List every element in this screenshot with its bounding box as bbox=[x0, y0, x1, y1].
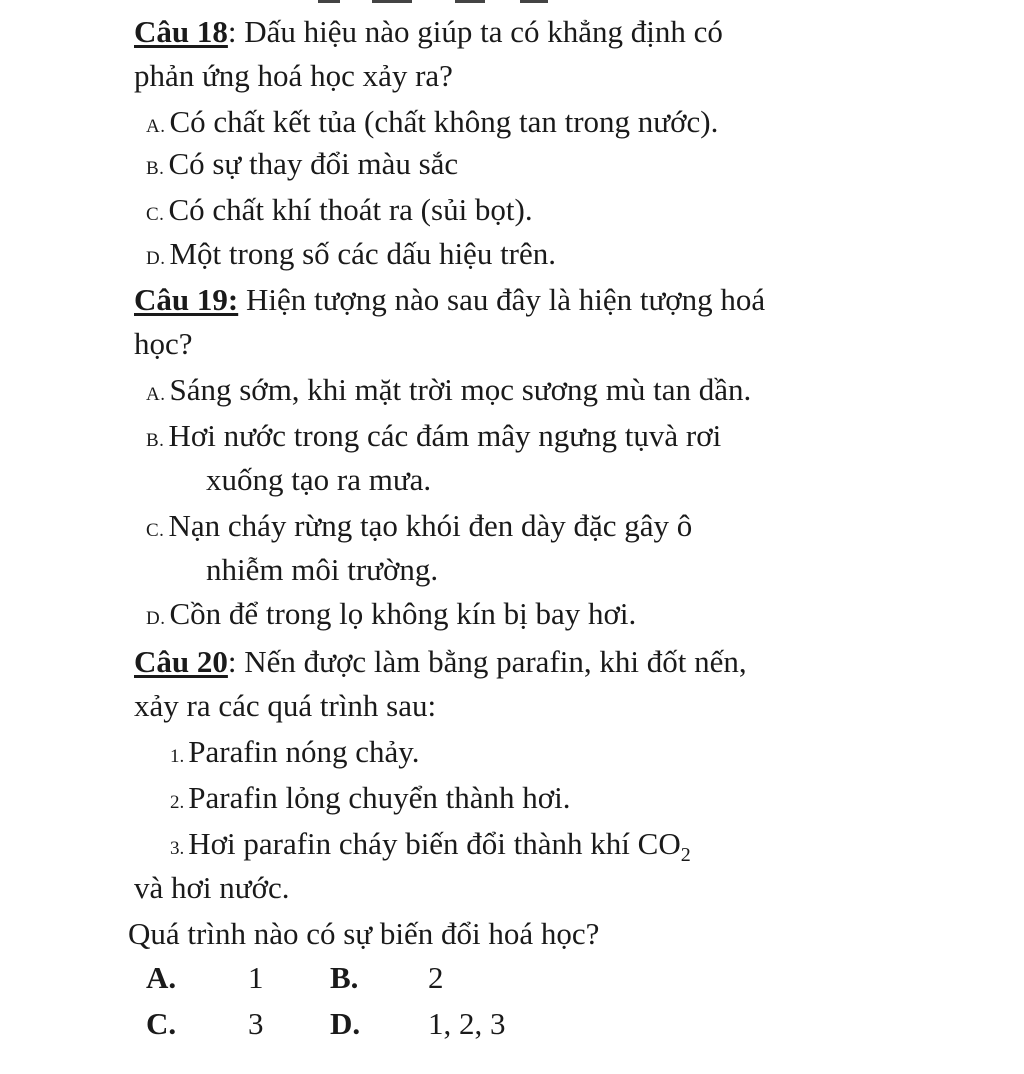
q19-heading bbox=[134, 282, 765, 318]
option-letter: D. bbox=[146, 608, 166, 629]
step-number: 3. bbox=[170, 838, 185, 859]
q19-option-b-cont: xuống tạo ra mưa. bbox=[206, 462, 432, 497]
q19-option-d bbox=[146, 596, 636, 637]
option-letter: A. bbox=[146, 384, 166, 405]
cropped-text-fragment bbox=[318, 0, 340, 3]
option-text: Có chất khí thoát ra (sủi bọt). bbox=[168, 192, 533, 227]
q20-step-2 bbox=[170, 780, 571, 821]
q19-option-a bbox=[146, 372, 751, 413]
option-text: Có sự thay đổi màu sắc bbox=[168, 146, 459, 181]
option-letter: B. bbox=[146, 158, 165, 179]
cropped-text-fragment bbox=[372, 0, 412, 3]
step-text: Parafin lỏng chuyển thành hơi. bbox=[188, 780, 571, 815]
q20-label: Câu 20 bbox=[134, 644, 228, 679]
option-letter: C. bbox=[146, 204, 165, 225]
answer-letter: B. bbox=[330, 960, 359, 995]
q19-option-b bbox=[146, 418, 721, 459]
q19-option-c-cont: nhiễm môi trường. bbox=[206, 552, 439, 587]
q20-step-1 bbox=[170, 734, 420, 775]
step-text: Hơi parafin cháy biến đổi thành khí CO bbox=[188, 826, 681, 861]
option-letter: D. bbox=[146, 248, 166, 269]
q18-label: Câu 18 bbox=[134, 14, 228, 49]
q20-text-line2: xảy ra các quá trình sau: bbox=[134, 688, 437, 723]
q18-option-d bbox=[146, 236, 556, 277]
q18-text-line1: : Dấu hiệu nào giúp ta có khẳng định có bbox=[227, 14, 723, 49]
option-text: Sáng sớm, khi mặt trời mọc sương mù tan dần. bbox=[169, 372, 752, 407]
q20-answer-b-value: 2 bbox=[428, 960, 444, 995]
step-text: Parafin nóng chảy. bbox=[188, 734, 420, 769]
q20-answer-d-value: 1, 2, 3 bbox=[428, 1006, 506, 1041]
step-number: 2. bbox=[170, 792, 185, 813]
option-text: Có chất kết tủa (chất không tan trong nước). bbox=[169, 104, 719, 139]
option-letter: A. bbox=[146, 116, 166, 137]
q20-answer-b bbox=[330, 960, 358, 996]
step-number: 1. bbox=[170, 746, 185, 767]
q19-text-line1: Hiện tượng nào sau đây là hiện tượng hoá bbox=[238, 282, 766, 317]
option-text: Hơi nước trong các đám mây ngưng tụvà rơi bbox=[168, 418, 722, 453]
q19-label: Câu 19: bbox=[134, 282, 239, 317]
q19-text-line2: học? bbox=[134, 326, 193, 361]
answer-letter: C. bbox=[146, 1006, 177, 1041]
subscript-2: 2 bbox=[680, 844, 691, 867]
q18-option-b bbox=[146, 146, 458, 187]
q20-step-3 bbox=[170, 826, 691, 867]
answer-letter: D. bbox=[330, 1006, 361, 1041]
q20-step-3-cont: và hơi nước. bbox=[134, 870, 290, 905]
cropped-text-fragment bbox=[520, 0, 548, 3]
answer-letter: A. bbox=[146, 960, 177, 995]
q20-text-line1: : Nến được làm bằng parafin, khi đốt nến, bbox=[227, 644, 747, 679]
option-text: Một trong số các dấu hiệu trên. bbox=[169, 236, 557, 271]
q19-option-c bbox=[146, 508, 692, 549]
q20-answer-a-value: 1 bbox=[248, 960, 264, 995]
q18-option-c bbox=[146, 192, 533, 233]
option-text: Nạn cháy rừng tạo khói đen dày đặc gây ô bbox=[168, 508, 693, 543]
option-letter: C. bbox=[146, 520, 165, 541]
q18-option-a bbox=[146, 104, 718, 145]
q20-question: Quá trình nào có sự biến đổi hoá học? bbox=[128, 916, 600, 951]
option-text: Cồn để trong lọ không kín bị bay hơi. bbox=[169, 596, 637, 631]
cropped-text-fragment bbox=[455, 0, 485, 3]
option-letter: B. bbox=[146, 430, 165, 451]
q20-answer-a bbox=[146, 960, 176, 996]
q20-answer-c-value: 3 bbox=[248, 1006, 264, 1041]
q18-heading bbox=[134, 14, 723, 50]
q20-heading bbox=[134, 644, 747, 680]
top-crop-strip bbox=[0, 0, 1024, 8]
q20-answer-c bbox=[146, 1006, 176, 1042]
q20-answer-d bbox=[330, 1006, 360, 1042]
q18-text-line2: phản ứng hoá học xảy ra? bbox=[134, 58, 453, 93]
